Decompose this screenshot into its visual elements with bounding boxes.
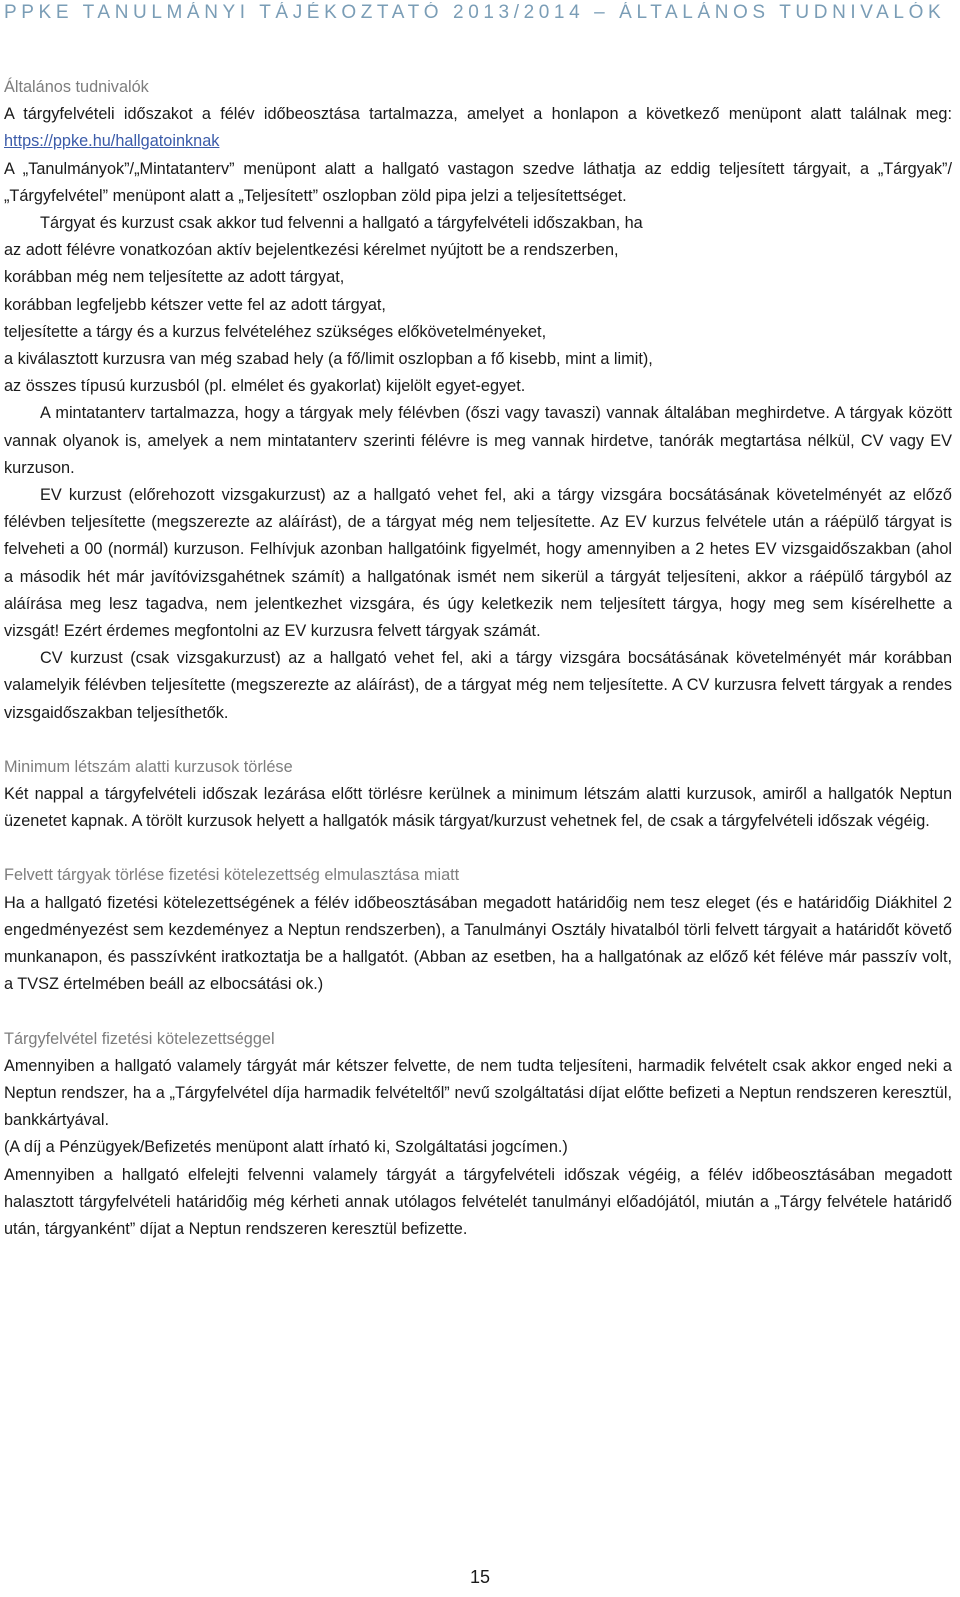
section-heading-fee: Tárgyfelvétel fizetési kötelezettséggel: [4, 1029, 275, 1048]
running-header: PPKE TANULMÁNYI TÁJÉKOZTATÓ 2013/2014 – ÁLTALÁNOS TUDNIVALÓK: [4, 2, 946, 23]
condition-item: teljesítette a tárgy és a kurzus felvételéhez szükséges előkövetelményeket,: [4, 322, 547, 341]
paragraph-semesters: A mintatanterv tartalmazza, hogy a tárgyak mely félévben (őszi vagy tavaszi) vannak általában meghirdetve. A tárgyak között vannak olyanok is, amelyek a nem mintatanterv szerinti félévre is meg vannak hirdetve, tanórák megtartása nélkül, CV vagy EV kurzuson.: [4, 404, 952, 477]
paragraph-ev-course: EV kurzust (előrehozott vizsgakurzust) az a hallgató vehet fel, aki a tárgy vizsgára bocsátásának követelményét az előző félévben teljesítette (megszerezte az aláírást), de a tárgyat még nem teljesítette. Az EV kurzus felvétele után a ráépülő tárgyat is felveheti a 00 (normál) kurzuson. Felhívjuk azonban hallgatóink figyelmét, hogy amennyiben a 2 hetes EV vizsgaidőszakban (ahol a második hét már javítóvizsgahétnek számít) a hallgatónak ismét nem sikerül a tárgyát teljesíteni, akkor a ráépülő tárgyból az aláírása meg lesz tagadva, nem jelentkezhet vizsgára, és úgy keletkezik nem teljesített tárgya, hogy meg sem kísérelhette a vizsgát! Ezért érdemes megfontolni az EV kurzusra felvett tárgyak számát.: [4, 486, 952, 641]
paragraph-late-enrollment: Amennyiben a hallgató elfelejti felvenni valamely tárgyát a tárgyfelvételi időszak végéig, a félév időbeosztásában megadott halasztott tárgyfelvételi határidőig még kérheti annak utólagos felvételét tanulmányi előadójától, miután a „Tárgy felvétele határidő után, tárgyanként” díjat a Neptun rendszeren keresztül befizette.: [4, 1165, 952, 1238]
section-heading-minimum: Minimum létszám alatti kurzusok törlése: [4, 757, 293, 776]
paragraph-cv-course: CV kurzust (csak vizsgakurzust) az a hallgató vehet fel, aki a tárgy vizsgára bocsátásának követelményét már korábban valamelyik félévben teljesítette (megszerezte az aláírást), de a tárgyat még nem teljesítette. A CV kurzusra felvett tárgyak a rendes vizsgaidőszakban teljesíthetők.: [4, 649, 952, 722]
paragraph-conditions-intro: Tárgyat és kurzust csak akkor tud felvenni a hallgató a tárgyfelvételi időszakban, ha: [40, 214, 643, 233]
condition-item: korábban legfeljebb kétszer vette fel az adott tárgyat,: [4, 295, 386, 314]
paragraph-schedule-text: A tárgyfelvételi időszakot a félév időbeosztása tartalmazza, amelyet a honlapon a következő menüpont alatt találnak meg:: [4, 105, 952, 124]
section-heading-general: Általános tudnivalók: [4, 78, 149, 96]
document-body: [4, 74, 952, 1243]
section-heading-payment-failure: Felvett tárgyak törlése fizetési kötelezettség elmulasztása miatt: [4, 866, 460, 885]
paragraph-fee-note: (A díj a Pénzügyek/Befizetés menüpont alatt írható ki, Szolgáltatási jogcímen.): [4, 1138, 568, 1157]
paragraph-curriculum: A „Tanulmányok”/„Mintatanterv” menüpont alatt a hallgató vastagon szedve láthatja az eddig teljesített tárgyait, a „Tárgyak”/„Tárgyfelvétel” menüpont alatt a „Teljesített” oszlopban zöld pipa jelzi a teljesítettséget.: [4, 159, 952, 205]
condition-item: az összes típusú kurzusból (pl. elmélet és gyakorlat) kijelölt egyet-egyet.: [4, 377, 526, 396]
students-page-link[interactable]: https://ppke.hu/hallgatoinknak: [4, 132, 220, 151]
page-number: 15: [469, 1567, 491, 1587]
paragraph-schedule: [4, 101, 952, 155]
paragraph-payment-failure: Ha a hallgató fizetési kötelezettségének a félév időbeosztásában megadott határidőig nem tesz eleget (és e határidőig Diákhitel 2 engedményezést sem kezdeményez a Neptun rendszerben), a Tanulmányi Osztály hivatalból törli felvett tárgyait a határidőt követő munkanapon, és passzívként iratkoztatja be a hallgatót. (Abban az esetben, ha a hallgatónak az előző két féléve már passzív volt, a TVSZ értelmében beáll az elbocsátási ok.): [4, 893, 952, 994]
paragraph-minimum: Két nappal a tárgyfelvételi időszak lezárása előtt törlésre kerülnek a minimum létszám alatti kurzusok, amiről a hallgatók Neptun üzenetet kapnak. A törölt kurzusok helyett a hallgatók másik tárgyat/kurzust vehetnek fel, de csak a tárgyfelvételi időszak végéig.: [4, 785, 952, 831]
condition-item: a kiválasztott kurzusra van még szabad hely (a fő/limit oszlopban a fő kisebb, mint a limit),: [4, 350, 653, 369]
condition-item: korábban még nem teljesítette az adott tárgyat,: [4, 268, 345, 287]
paragraph-third-enrollment: Amennyiben a hallgató valamely tárgyát már kétszer felvette, de nem tudta teljesíteni, harmadik felvételt csak akkor enged neki a Neptun rendszer, ha a „Tárgyfelvétel díja harmadik felvételtől” nevű szolgáltatási díjat előtte befizeti a Neptun rendszeren keresztül, bankkártyával.: [4, 1056, 952, 1130]
condition-item: az adott félévre vonatkozóan aktív bejelentkezési kérelmet nyújtott be a rendszerben,: [4, 241, 619, 260]
